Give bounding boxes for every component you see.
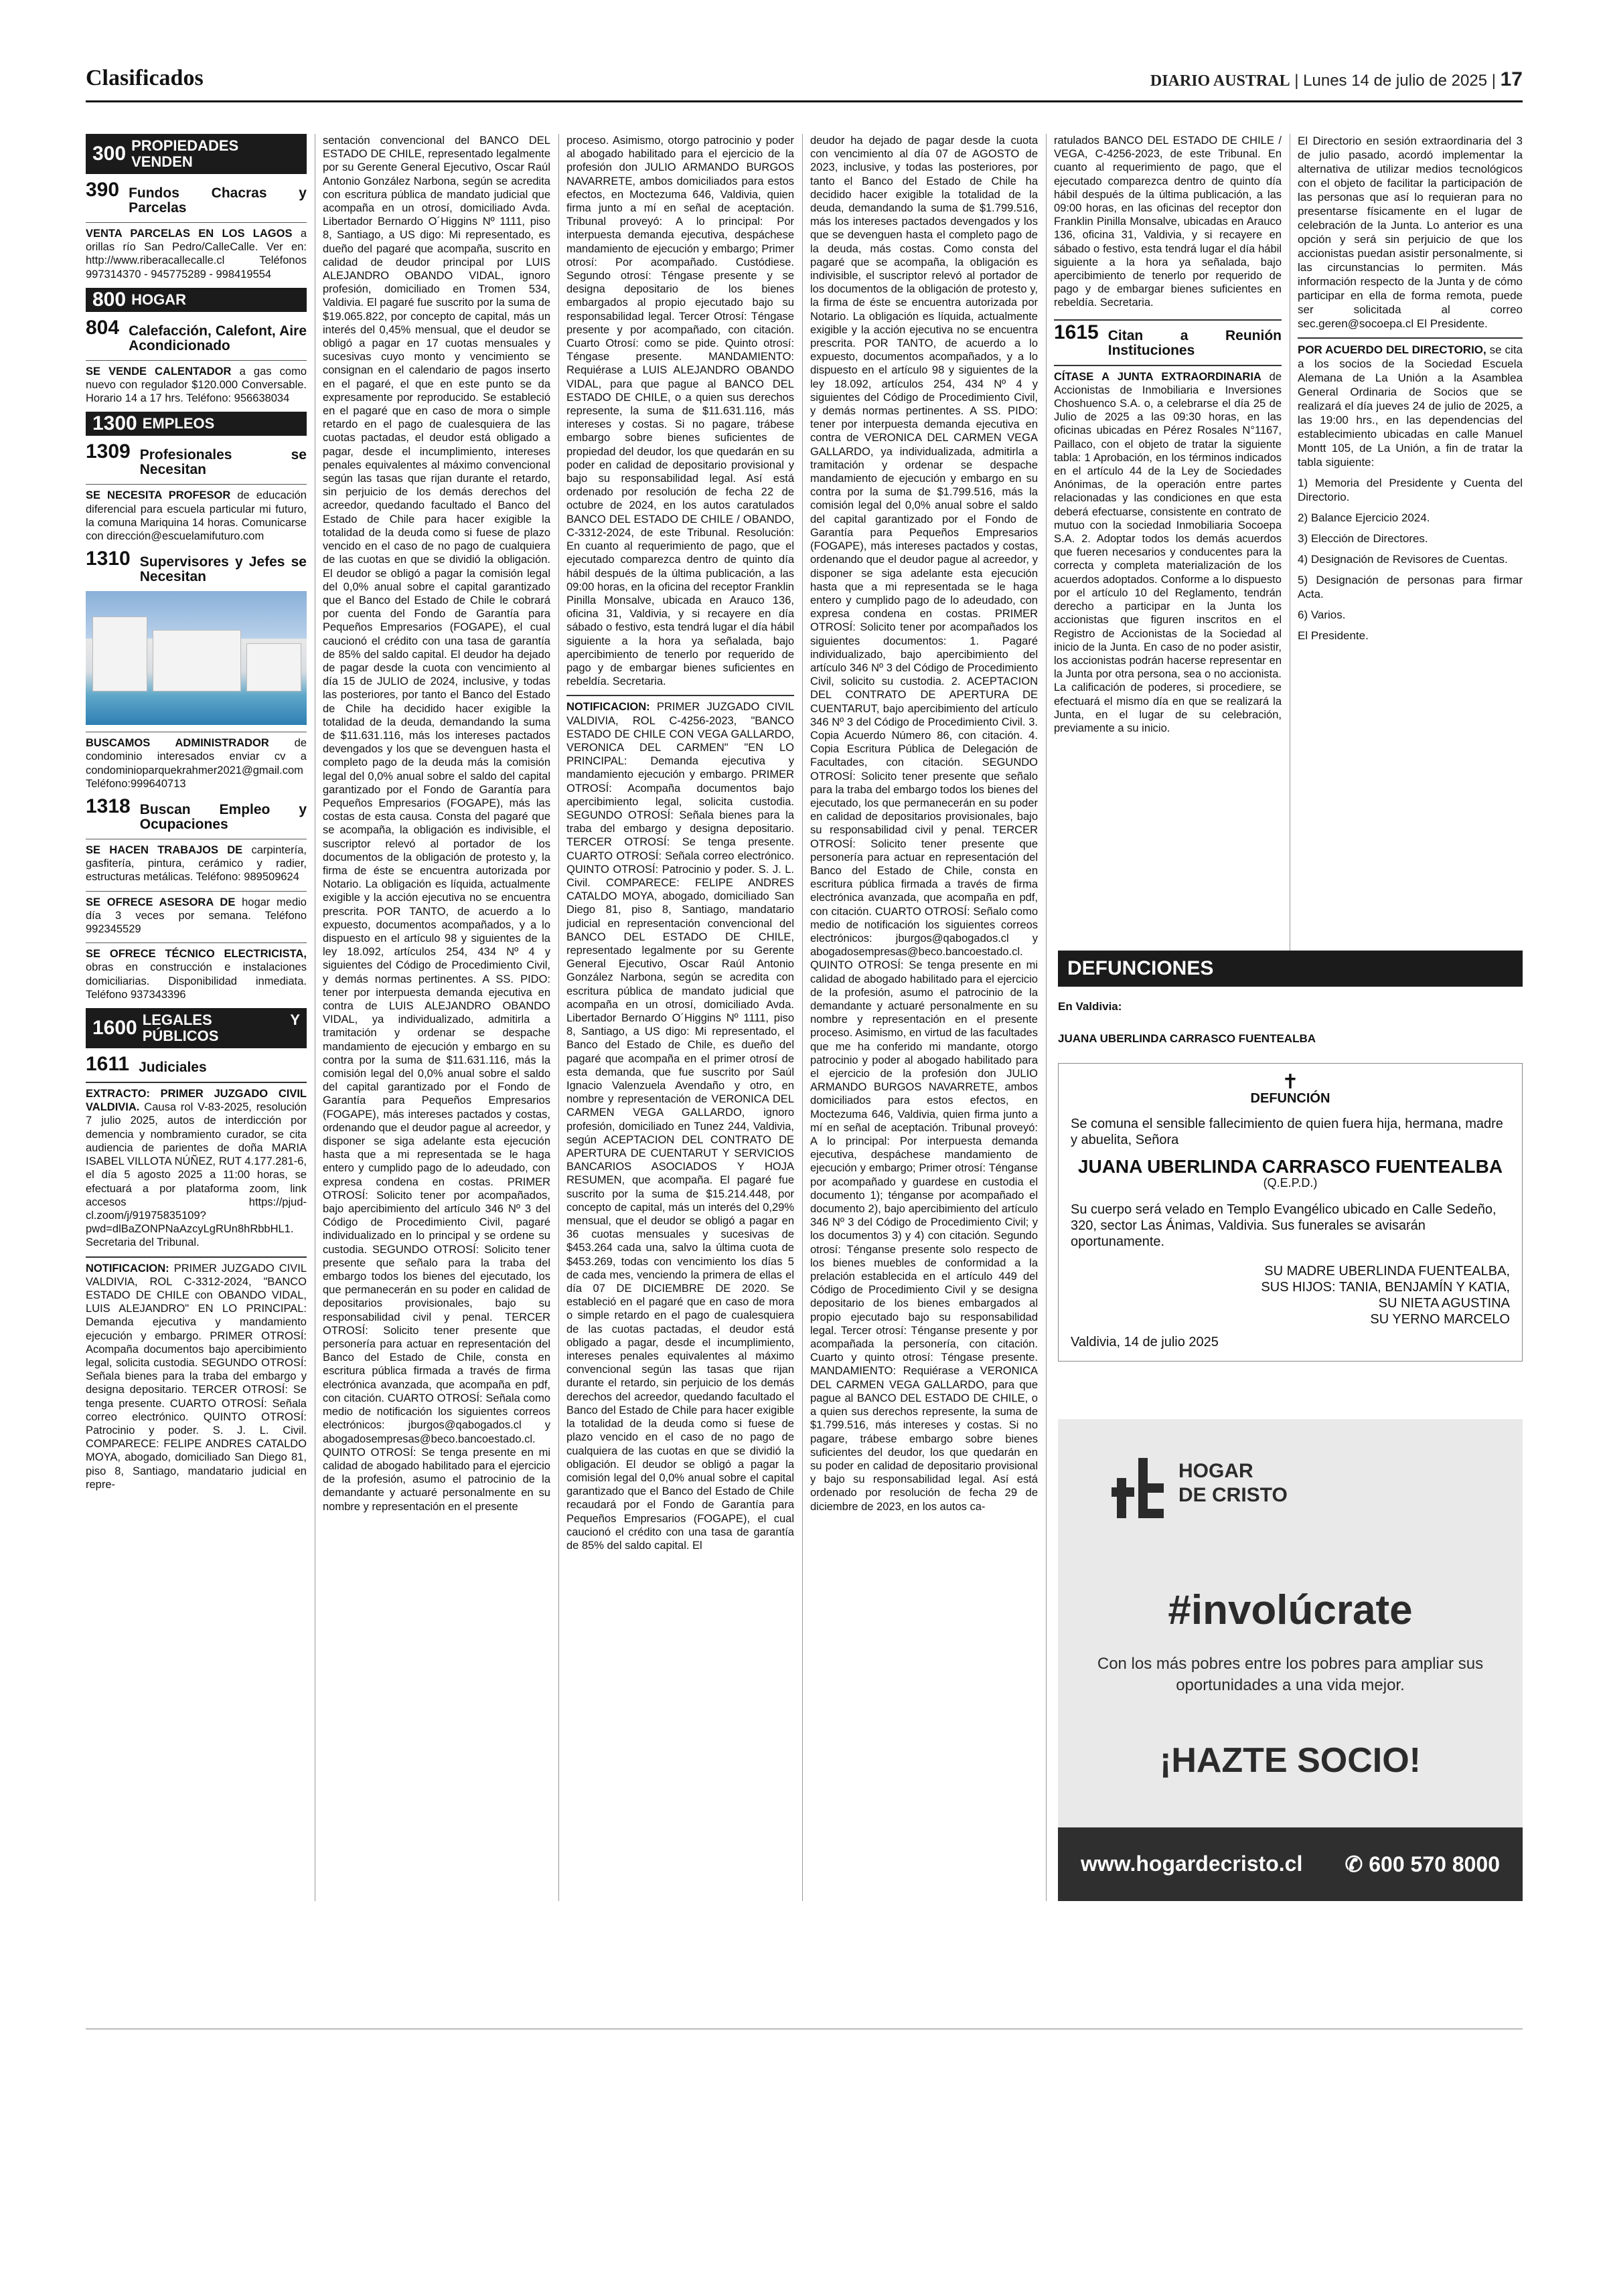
obituary-intro: Se comuna el sensible fallecimiento de quien fuera hija, hermana, madre y abuelita, Señora [1071, 1117, 1503, 1147]
ad-website: www.hogardecristo.cl [1081, 1852, 1303, 1876]
signature: El Presidente. [1298, 629, 1369, 642]
phone-icon: ✆ [1345, 1852, 1369, 1876]
ad-message: Con los más pobres entre los pobres para ampliar sus oportunidades a una vida mejor. [1097, 1655, 1484, 1694]
paper-name: DIARIO AUSTRAL [1150, 72, 1290, 90]
legal-notice: NOTIFICACION: PRIMER JUZGADO CIVIL VALDIVIA, ROL C-3312-2024, "BANCO ESTADO DE CHILE con OBANDO VIDAL, LUIS ALEJANDRO" EN LO PRINCIPAL: Demanda ejecutiva y mandamiento ejecución y embargo. PRIMER OTROSÍ: Acompaña documentos bajo apercibimiento legal, solicita custodia. SEGUNDO OTROSÍ: Señala bienes para la traba del embargo y designa depositario. TERCER OTROSÍ: Se tenga presente. CUARTO OTROSÍ: Señala correo electrónico. QUINTO OTROSÍ: Patrocinio y poder. S. J. L. Civil. COMPARECE: FELIPE ANDRES CATALDO MOYA, abogado, domiciliado San Diego 81, piso 8, Santiago, mandatario judicial en repre- [86, 1256, 307, 1491]
legal-notice: NOTIFICACION: PRIMER JUZGADO CIVIL VALDIVIA, ROL C-4256-2023, "BANCO ESTADO DE CHILE CON VEGA GALLARDO, VERONICA DEL CARMEN" "EN LO PRINCIPAL: Demanda ejecutiva y mandamiento ejecución y embargo. PRIMER OTROSÍ: Acompaña documentos bajo apercibimiento legal, solicita custodia. SEGUNDO OTROSÍ: Señala bienes para la traba del embargo y designa depositario. TERCER OTROSÍ: Se tenga presente. CUARTO OTROSÍ: Señala correo electrónico. QUINTO OTROSÍ: Patrocinio y poder. S. J. L. Civil. COMPARECE: FELIPE ANDRES CATALDO MOYA, abogado, domiciliado San Diego 81, piso 8, Santiago, mandatario judicial en representación convencional del BANCO DEL ESTADO DE CHILE, representado legalmente por su Gerente General Ejecutivo, Oscar Raúl Antonio González Narbona, según se acredita con escritura pública de mandato judicial que acompaña en un otrosí, domiciliado Avda. Libertador Bernardo O´Higgins Nº 1111, piso 8, Santiago, a US digo: Mi representado, el Banco del Estado de Chile, es dueño del pagaré que acompaña en el primer otrosí de esta demanda, que fue suscrito por Saúl Ignacio Valenzuela Avendaño y otro, en nombre y representación de VERONICA DEL CARMEN VEGA GALLARDO, ignoro profesión, domiciliado en Tunez 244, Valdivia, según ACEPTACION DEL CONTRATO DE APERTURA DE CUENTARUT Y SERVICIOS BANCARIOS ASOCIADOS Y HOJA RESUMEN, que acompaña. El pagaré fue suscrito por la suma de $15.214.448, por concepto de capital, más un interés del 0,29% mensual, que el deudor se obligó a pagar en 36 cuotas mensuales y sucesivas de $453.264 cada una, salvo la última cuota de $453.269, todas con vencimiento los días 5 de cada mes, venciendo la primera de ellas el día 07 DE DICIEMBRE DE 2020. Se estableció en el pagaré que en caso de mora o simple retardo en el pago de cualesquiera de las cuotas pactadas, el deudor está obligado a pagar, desde el incumplimiento, intereses penales equivalentes al máximo convencional según las tasas que rijan durante el retardo, sin perjuicio de los demás derechos del acreedor, quedando facultado el Banco del Estado de Chile para hacer exigible la totalidad de la deuda como si fuese de plazo vencido en el caso de no pago de cualquiera de las cuotas en que se dividió la obligación. El deudor se obligó a pagar la comisión legal del 0,0% anual sobre el capital garantizado que el Banco del Estado de Chile recaudará por el Fondo de Garantía para Pequeños Empresarios (FOGAPE), el cual caucionó el crédito con una tasa de garantía de 85% del saldo capital. El [566, 695, 794, 1552]
assembly-notice: POR ACUERDO DEL DIRECTORIO, se cita a los socios de la Sociedad Escuela Alemana de La Unión a la Asamblea General Ordinaria de Socios que se realizará el día jueves 24 de julio de 2025, a las 19:00 hrs., en las dependencias del establecimiento ubicadas en calle Manuel Montt 105, de La Unión, a fin de tratar la tabla siguiente: [1298, 337, 1523, 469]
classified-ad: SE OFRECE TÉCNICO ELECTRICISTA, obras en construcción e instalaciones domiciliarias. Disponibilidad inmediata. Teléfono 937343396 [86, 942, 307, 1001]
obituary-name-line: JUANA UBERLINDA CARRASCO FUENTEALBA [1058, 1032, 1316, 1045]
meeting-notice: CÍTASE A JUNTA EXTRAORDINARIA de Accionistas de Inmobiliaria e Inversiones Choshuenco S.A. o, a celebrarse el día 25 de Julio de 2025 a las 09:30 horas, en las oficinas ubicadas en Pérez Rosales N°1167, Paillaco, con el objeto de tratar la siguiente tabla: 1 Aprobación, en los términos indicados en el artículo 44 de la Ley de Sociedades Anónimas, de la operación entre partes relacionadas y las condiciones en que esta deberá efectuarse, consistente en contrato de mutuo con la sociedad Inmobiliaria Socoepa S.A. 2. Adoptar todos los demás acuerdos que fueren necesarios y conducentes para la correcta y completa materialización de los acuerdos adoptados. Conforme a lo dispuesto por el artículo 10 del Reglamento, tendrán derecho a participar en la Junta los accionistas que figuren inscritos en el Registro de Accionistas de la Sociedad al inicio de la Junta. En caso de no poder asistir, los accionistas podrán hacerse representar en la Junta por otra persona, sea o no accionista. La calificación de poderes, si procediere, se efectuará el mismo día en que se realizará la Junta, en el lugar de su celebración, previamente a su inicio. [1054, 365, 1282, 735]
legal-notice-text: sentación convencional del BANCO DEL ESTADO DE CHILE, representado legalmente por su Gerente General Ejecutivo, Oscar Raúl Antonio González Narbona, según se acredita con escritura pública de mandato judicial que acompaña en un otrosí, domiciliado Avda. Libertador Bernardo O´Higgins Nº 1111, piso 8, Santiago, a US digo: Mi representado, es dueño del pagaré que acompaña, suscrito en calidad de deudor principal por LUIS ALEJANDRO OBANDO VIDAL, ignoro profesión, domiciliado en Tromen 534, Valdivia. El pagaré fue suscrito por la suma de $19.065.822, por concepto de capital, más un interés del 0,45% mensual, que el deudor se obligó a pagar en 17 cuotas mensuales y sucesivas cuyo monto y vencimiento se consignan en el calendario de pagos inserto en el pagaré, el que en este punto se da expresamente por reproducido. Se estableció en el pagaré que en caso de mora o simple retardo en el pago de cualesquiera de las cuotas pactadas, el deudor está obligado a pagar, desde el incumplimiento, intereses penales equivalentes al máximo convencional según las tasas que rijan durante el retardo, sin perjuicio de los demás derechos del acreedor, quedando facultado el Banco del Estado de Chile para hacer exigible la totalidad de la deuda como si fuese de plazo vencido en el caso de no pago de cualquiera de las cuotas en que se dividió la obligación. El deudor se obligó a pagar la comisión legal del 0,0% anual sobre el capital garantizado que el Banco del Estado de Chile le cobrará por cuenta del Fondo de Garantía para Pequeños Empresarios (FOGAPE), el cual caucionó el crédito con una tasa de garantía de 85% del saldo capital. El deudor ha dejado de pagar desde la cuota con vencimiento al día 15 de JULIO de 2024, inclusive, y todas las posteriores, por tanto el Banco del Estado de Chile ha decidido hacer exigible la totalidad de la deuda, demandando la suma de $11.631.116, más los intereses pactados devengados y los que se devenguen hasta el completo pago de la deuda más la comisión legal del 0,0% anual sobre el saldo del capital garantizado por el Fondo de Garantía para Pequeños Empresarios (FOGAPE), más las costas de esta causa. Consta del pagaré que se acompaña, la obligación es indivisible, el suscriptor relevó al portador de los documentos de la obligación de protesto y, la firma de éste se encuentra autorizada por Notario. La obligación es líquida, actualmente exigible y la acción ejecutiva no se encuentra prescrita. POR TANTO, de acuerdo a lo expuesto, documentos acompañados, y a lo dispuesto en el artículo 98 y siguientes de la ley 18.092, artículos 254, 434 Nº 4 y siguientes del Código de Procedimiento Civil, y demás normas pertinentes. A SS. PIDO: tener por interpuesta demanda ejecutiva en contra de LUIS ALEJANDRO OBANDO VIDAL, ya individualizado, admitirla a tramitación y ordenar se despache mandamiento de ejecución y embargo en su contra por la suma de $11.631.116, más la comisión legal del 0,0% anual sobre el saldo del capital garantizado por el Fondo de Garantía para Pequeños Empresarios (FOGAPE), más intereses pactados y costas, ordenando que el deudor pague al acreedor, y disponer se siga adelante esta ejecución hasta que a mi representada se le haga entero y cumplido pago de lo adeudado, con expresa condena en costas. PRIMER OTROSÍ: Solicito tener por acompañados, bajo apercibimiento del artículo 346 Nº 3 del Código de Procedimiento Civil, pagaré individualizado en lo principal y se ordene su custodia. SEGUNDO OTROSÍ: Solicito tener presente que señalo para la traba del embargo todos los bienes del ejecutado, los que permanecerán en su poder en calidad de depositarios provisionales, bajo su responsabilidad civil y penal. TERCER OTROSÍ: Solicito tener presente que personería para actuar en representación del Banco del Estado de Chile, consta en escritura pública firmada a través de firma electrónica avanzada, que acompaña en pdf, con citación. CUARTO OTROSÍ: Señala como medio de notificación los siguientes correos electrónicos: jburgos@qabogados.cl y abogadosempresas@beco.bancoestado.cl. QUINTO OTROSÍ: Se tenga presente en mi calidad de abogado habilitado para el ejercicio de la profesión, asumo el patrocinio de la demandante y actuaré personalmente en su nombre y representación en el presente [323, 135, 550, 1513]
column-5 [1054, 134, 1282, 964]
legal-notice-text: deudor ha dejado de pagar desde la cuota con vencimiento al día 07 de AGOSTO de 2023, inclusive, y todas las posteriores, por tanto el Banco del Estado de Chile ha decidido hacer exigible la totalidad de la deuda, demandando la suma de $1.799.516, más los intereses pactados devengados y los que se devenguen hasta el completo pago de la deuda, más costas. Como consta del pagaré que se acompaña, la obligación es indivisible, el suscriptor relevó al portador de los documentos de la obligación de protesto y, la firma de éste se encuentra autorizada por Notario. La obligación es líquida, actualmente exigible y la acción ejecutiva no se encuentra prescrita. POR TANTO, de acuerdo a lo expuesto, documentos acompañados, y a lo dispuesto en el artículo 98 y siguientes de la ley 18.092, artículos 254, 434 Nº 4 y siguientes del Código de Procedimiento Civil, y demás normas pertinentes. A SS. PIDO: tener por interpuesta demanda ejecutiva en contra de VERONICA DEL CARMEN VEGA GALLARDO, ya individualizada, admitirla a tramitación y ordenar se despache mandamiento de ejecución y embargo en su contra por la suma de $1.799.516, más la comisión legal del 0,0% anual sobre el saldo del capital garantizado por el Fondo de Garantía para Pequeños Empresarios (FOGAPE), más intereses pactados y costas, ordenando que el deudor pague al acreedor, y disponer se siga adelante esta ejecución hasta que a mi representada se le haga entero y cumplido pago de lo adeudado, con expresa condena en costas. PRIMER OTROSÍ: Solicito tener por acompañados los siguientes documentos: 1. Pagaré individualizado, bajo apercibimiento del artículo 346 Nº 3 del Código de Procedimiento Civil, solicito su custodia. 2. ACEPTACION DEL CONTRATO DE APERTURA DE CUENTARUT, bajo apercibimiento del artículo 346 Nº 3 del Código de Procedimiento Civil. 3. Copia Acuerdo Número 86, con citación. 4. Copia Escritura Pública de Delegación de Facultades, con citación. SEGUNDO OTROSÍ: Solicito tener presente que señalo para la traba del embargo todos los bienes del ejecutado, los que permanecerán en su poder en calidad de depositarios provisionales, bajo su responsabilidad civil y penal. TERCER OTROSÍ: Solicito tener presente que personería para actuar en representación del Banco del Estado de Chile, consta en escritura pública firmada a través de firma electrónica avanzada, que acompaña en pdf, con citación. CUARTO OTROSÍ: Señalo como medio de notificación los siguientes correos electrónicos: jburgos@qabogados.cl y abogadosempresas@beco.bancoestado.cl. QUINTO OTROSÍ: Se tenga presente en mi calidad de abogado habilitado para el ejercicio de la profesión, asumo el patrocinio de la demandante y actuaré personalmente en su nombre y representación en el presente proceso. Asimismo, en virtud de las facultades que me ha conferido mi mandante, otorgo patrocinio y poder al abogado habilitado para el ejercicio de la profesión don JULIO ARMANDO BURGOS NAVARRETE, ambos domiciliados para estos efectos, en Moctezuma 646, Valdivia, quien firma junto a mí en señal de aceptación. Tribunal proveyó: A lo principal: Por interpuesta demanda ejecutiva, despáchese mandamiento de ejecución y embargo; Primer otrosí: Ténganse por acompañado y guardese en custodia el documento 1); ténganse por acompañado el documento 2), bajo apercibimiento del artículo 346 Nº 3 del Código de Procedimiento Civil; y los documentos 3) y 4) con citación. Segundo otrosí: Ténganse presente solo respecto de los bienes muebles de conformidad a la prelación establecida en el artículo 449 del Código de Procedimiento Civil y se designa depositario de los bienes embargados al propio ejecutado bajo su responsabilidad legal. Tercer otrosí: Ténganse presente y por acompañada la personería, con citación. Cuarto y quinto otrosí: Téngase presente. MANDAMIENTO: Requiérase a VERONICA DEL CARMEN VEGA GALLARDO, para que pague al BANCO DEL ESTADO DE CHILE, o a quien sus derechos represente, la suma de $1.799.516, más intereses y costas. Si no pagare, trábese embargo sobre bienes suficientes del deudor, los que quedarán en su poder en calidad de depositario provisional y bajo su responsabilidad legal. Así está ordenado por resolución de fecha 29 de diciembre de 2023, en los autos ca- [810, 135, 1038, 1513]
ad-hashtag: #involúcrate [1168, 1587, 1413, 1633]
classified-ad: VENTA PARCELAS EN LOS LAGOS a orillas río San Pedro/CalleCalle. Ver en: http://www.riberacallecalle.cl Teléfonos 997314370 - 945775289 - 998419554 [86, 222, 307, 281]
header-rule [86, 100, 1523, 102]
condominium-photo [86, 591, 307, 725]
building-shape [246, 643, 301, 691]
legal-notice-text: proceso. Asimismo, otorgo patrocinio y poder al abogado habilitado para el ejercicio de la profesión don JULIO ARMANDO BURGOS NAVARRETE, ambos domiciliados para estos efectos, en Moctezuma 646, Valdivia, quien firma junto a mí en señal de aceptación. Tribunal proveyó: A lo principal: Por interpuesta demanda ejecutiva, despáchese mandamiento de ejecución y embargo; Primer otrosí: Por acompañado. Custódiese. Segundo otrosí: Téngase presente y se designa depositario de los bienes embargados al propio ejecutado bajo su responsabilidad legal. Tercer Otrosí: Téngase presente y por acompañado, con citación. Cuarto Otrosí: como se pide. Quinto otrosí: Téngase presente. MANDAMIENTO: Requiérase a LUIS ALEJANDRO OBANDO VIDAL, para que pague al BANCO DEL ESTADO DE CHILE, o a quien sus derechos represente, la suma de $11.631.116, más intereses y costas. Si no pagare, trábese embargo sobre bienes suficientes de propiedad del deudor, los que quedarán en su poder en calidad de depositario provisional y bajo su responsabilidad legal. Así está ordenado por resolución de fecha 22 de octubre de 2024, en los autos caratulados BANCO DEL ESTADO DE CHILE / OBANDO, C-3312-2024, de este Tribunal. Resolución: En cuanto al requerimiento de pago, que el ejecutado comparezca dentro de quinto día hábil después de la última publicación, a las 09:00 horas, en la oficina del receptor Franklin Pinilla Monsalve, ubicada en Arauco 136, oficina 31, Valdivia, y si recayere en día sábado o festivo, esta tendrá lugar el día hábil siguiente a la hora ya señalada, bajo apercibimiento de tenerlo por requerido de pago y de embargar bienes suficientes en rebeldía. Secretaria. [566, 135, 794, 688]
classified-ad: SE VENDE CALENTADOR a gas como nuevo con regulador $120.000 Conversable. Horario 14 a 17 hrs. Teléfono: 956638034 [86, 360, 307, 406]
meeting-notice-text: El Directorio en sesión extraordinaria del 3 de julio pasado, acordó implementar la alternativa de utilizar medios tecnológicos con el objeto de facilitar la participación de las personas que así lo requieran para no presentarse físicamente en el lugar de celebración de la Junta. Lo anterior es una opción y será sin perjuicio de que los accionistas puedan asistir personalmente, si las circunstancias lo permiten. Más información respecto de la Junta y de cómo participar en ella de forma remota, puede ser solicitada al correo sec.geren@socoepa.cl El Presidente. [1298, 135, 1523, 330]
subcategory-804: 804 Calefacción, Calefont, Aire Acondicionado [86, 316, 307, 353]
issue-date: | Lunes 14 de julio de 2025 | [1290, 72, 1501, 90]
building-shape [153, 630, 241, 691]
obituaries-section [1058, 951, 1523, 1362]
category-300: 300 PROPIEDADES VENDEN [86, 134, 307, 174]
agenda-item: 6) Varios. [1298, 608, 1346, 621]
column-divider [802, 134, 803, 1901]
qepd: (Q.E.P.D.) [1263, 1176, 1318, 1190]
column-3 [566, 134, 794, 1901]
page-number: 17 [1500, 68, 1523, 90]
category-1600: 1600 LEGALES Y PÚBLICOS [86, 1008, 307, 1048]
agenda-item: 5) Designación de personas para firmar Acta. [1298, 574, 1523, 600]
subcategory-1615: 1615 Citan a Reunión Instituciones [1054, 319, 1282, 358]
agenda-item: 2) Balance Ejercicio 2024. [1298, 511, 1430, 524]
subcategory-1310: 1310 Supervisores y Jefes se Necesitan [86, 548, 307, 585]
obituary-signatures: SU MADRE UBERLINDA FUENTEALBA, SUS HIJOS: TANIA, BENJAMÍN Y KATIA, SU NIETA AGUSTINA SU YERNO MARCELO [1261, 1264, 1510, 1327]
classified-ad: BUSCAMOS ADMINISTRADOR de condominio interesados enviar cv a condominioparquekrahmer2021@gmail.com Teléfono:999640713 [86, 732, 307, 791]
category-800: 800 HOGAR [86, 288, 307, 312]
classified-ad: SE HACEN TRABAJOS DE carpintería, gasfitería, pintura, cerámico y radier, estructuras metálicas. Teléfono: 989509624 [86, 839, 307, 884]
footer-rule [86, 2028, 1523, 2030]
section-title: Clasificados [86, 66, 204, 90]
column-2 [323, 134, 550, 1901]
obituaries-header: DEFUNCIONES [1058, 951, 1523, 987]
masthead [1150, 68, 1523, 91]
subcategory-1318: 1318 Buscan Empleo y Ocupaciones [86, 795, 307, 833]
brand-name: HOGAR DE CRISTO [1178, 1460, 1288, 1506]
obituary-notice [1058, 1063, 1523, 1362]
ad-footer [1058, 1827, 1523, 1901]
agenda-item: 4) Designación de Revisores de Cuentas. [1298, 553, 1508, 566]
ad-cta: ¡HAZTE SOCIO! [1160, 1741, 1421, 1780]
column-4 [810, 134, 1038, 1901]
subcategory-1309: 1309 Profesionales se Necesitan [86, 440, 307, 478]
hogar-de-cristo-logo [1112, 1458, 1165, 1525]
obituary-body: Su cuerpo será velado en Templo Evangélico ubicado en Calle Sedeño, 320, sector Las Ánimas, Valdivia. Sus funerales se avisarán oportunamente. [1071, 1202, 1497, 1249]
page-header [86, 66, 1523, 98]
legal-notice: EXTRACTO: PRIMER JUZGADO CIVIL VALDIVIA. Causa rol V-83-2025, resolución 7 julio 2025, autos de interdicción por demencia y nombramiento curador, se cita audiencia de parientes de doña MARIA ISABEL VILLOTA NÚÑEZ, RUT 4.177.281-6, el día 5 agosto 2025 a 11:00 horas, se efectuará a por plataforma zoom, link accesos https://pjud-cl.zoom/j/91975835109?pwd=dlBaZONPNaAzcyLgRUn8hRbbHL1. Secretaria del Tribunal. [86, 1082, 307, 1249]
ad-phone: ✆ 600 570 8000 [1345, 1852, 1500, 1876]
column-divider [1046, 134, 1047, 1901]
category-1300: 1300 EMPLEOS [86, 412, 307, 436]
agenda-item: 1) Memoria del Presidente y Cuenta del Directorio. [1298, 477, 1523, 503]
cross-icon: ✝ [1282, 1071, 1299, 1093]
agenda-item: 3) Elección de Directores. [1298, 532, 1428, 545]
subcategory-1611: 1611 Judiciales [86, 1053, 207, 1076]
building-shape [92, 617, 147, 691]
column-divider [558, 134, 559, 1901]
column-1 [86, 134, 307, 1901]
subcategory-390: 390 Fundos Chacras y Parcelas [86, 179, 307, 216]
obituary-heading: DEFUNCIÓN [1250, 1091, 1330, 1106]
legal-notice-text: ratulados BANCO DEL ESTADO DE CHILE / VEGA, C-4256-2023, de este Tribunal. En cuanto al requerimiento de pago, que el ejecutado comparezca dentro de quinto día hábil después de la última publicación, a las 09:00 horas, en las oficinas del receptor don Franklin Pinilla Monsalve, ubicadas en Arauco 136, oficina 31, Valdivia, y si recayere en sábado o festivo, esta tendrá lugar el día hábil siguiente a la hora ya señalada, bajo apercibimiento de tenerlo por requerido de pago y de embargar bienes suficientes en rebeldía. Secretaria. [1054, 135, 1282, 309]
classified-ad: SE NECESITA PROFESOR de educación diferencial para escuela particular mi futuro, la comuna Mariquina 14 horas. Comunicarse con dirección@escuelamifuturo.com [86, 484, 307, 543]
deceased-name: JUANA UBERLINDA CARRASCO FUENTEALBA [1077, 1156, 1503, 1177]
classified-ad: SE OFRECE ASESORA DE hogar medio día 3 veces por semana. Teléfono 992345529 [86, 891, 307, 936]
hogar-de-cristo-ad [1058, 1419, 1523, 1901]
column-6 [1298, 134, 1523, 964]
obituary-place: En Valdivia: [1058, 1000, 1122, 1013]
obituary-date: Valdivia, 14 de julio 2025 [1071, 1335, 1219, 1349]
